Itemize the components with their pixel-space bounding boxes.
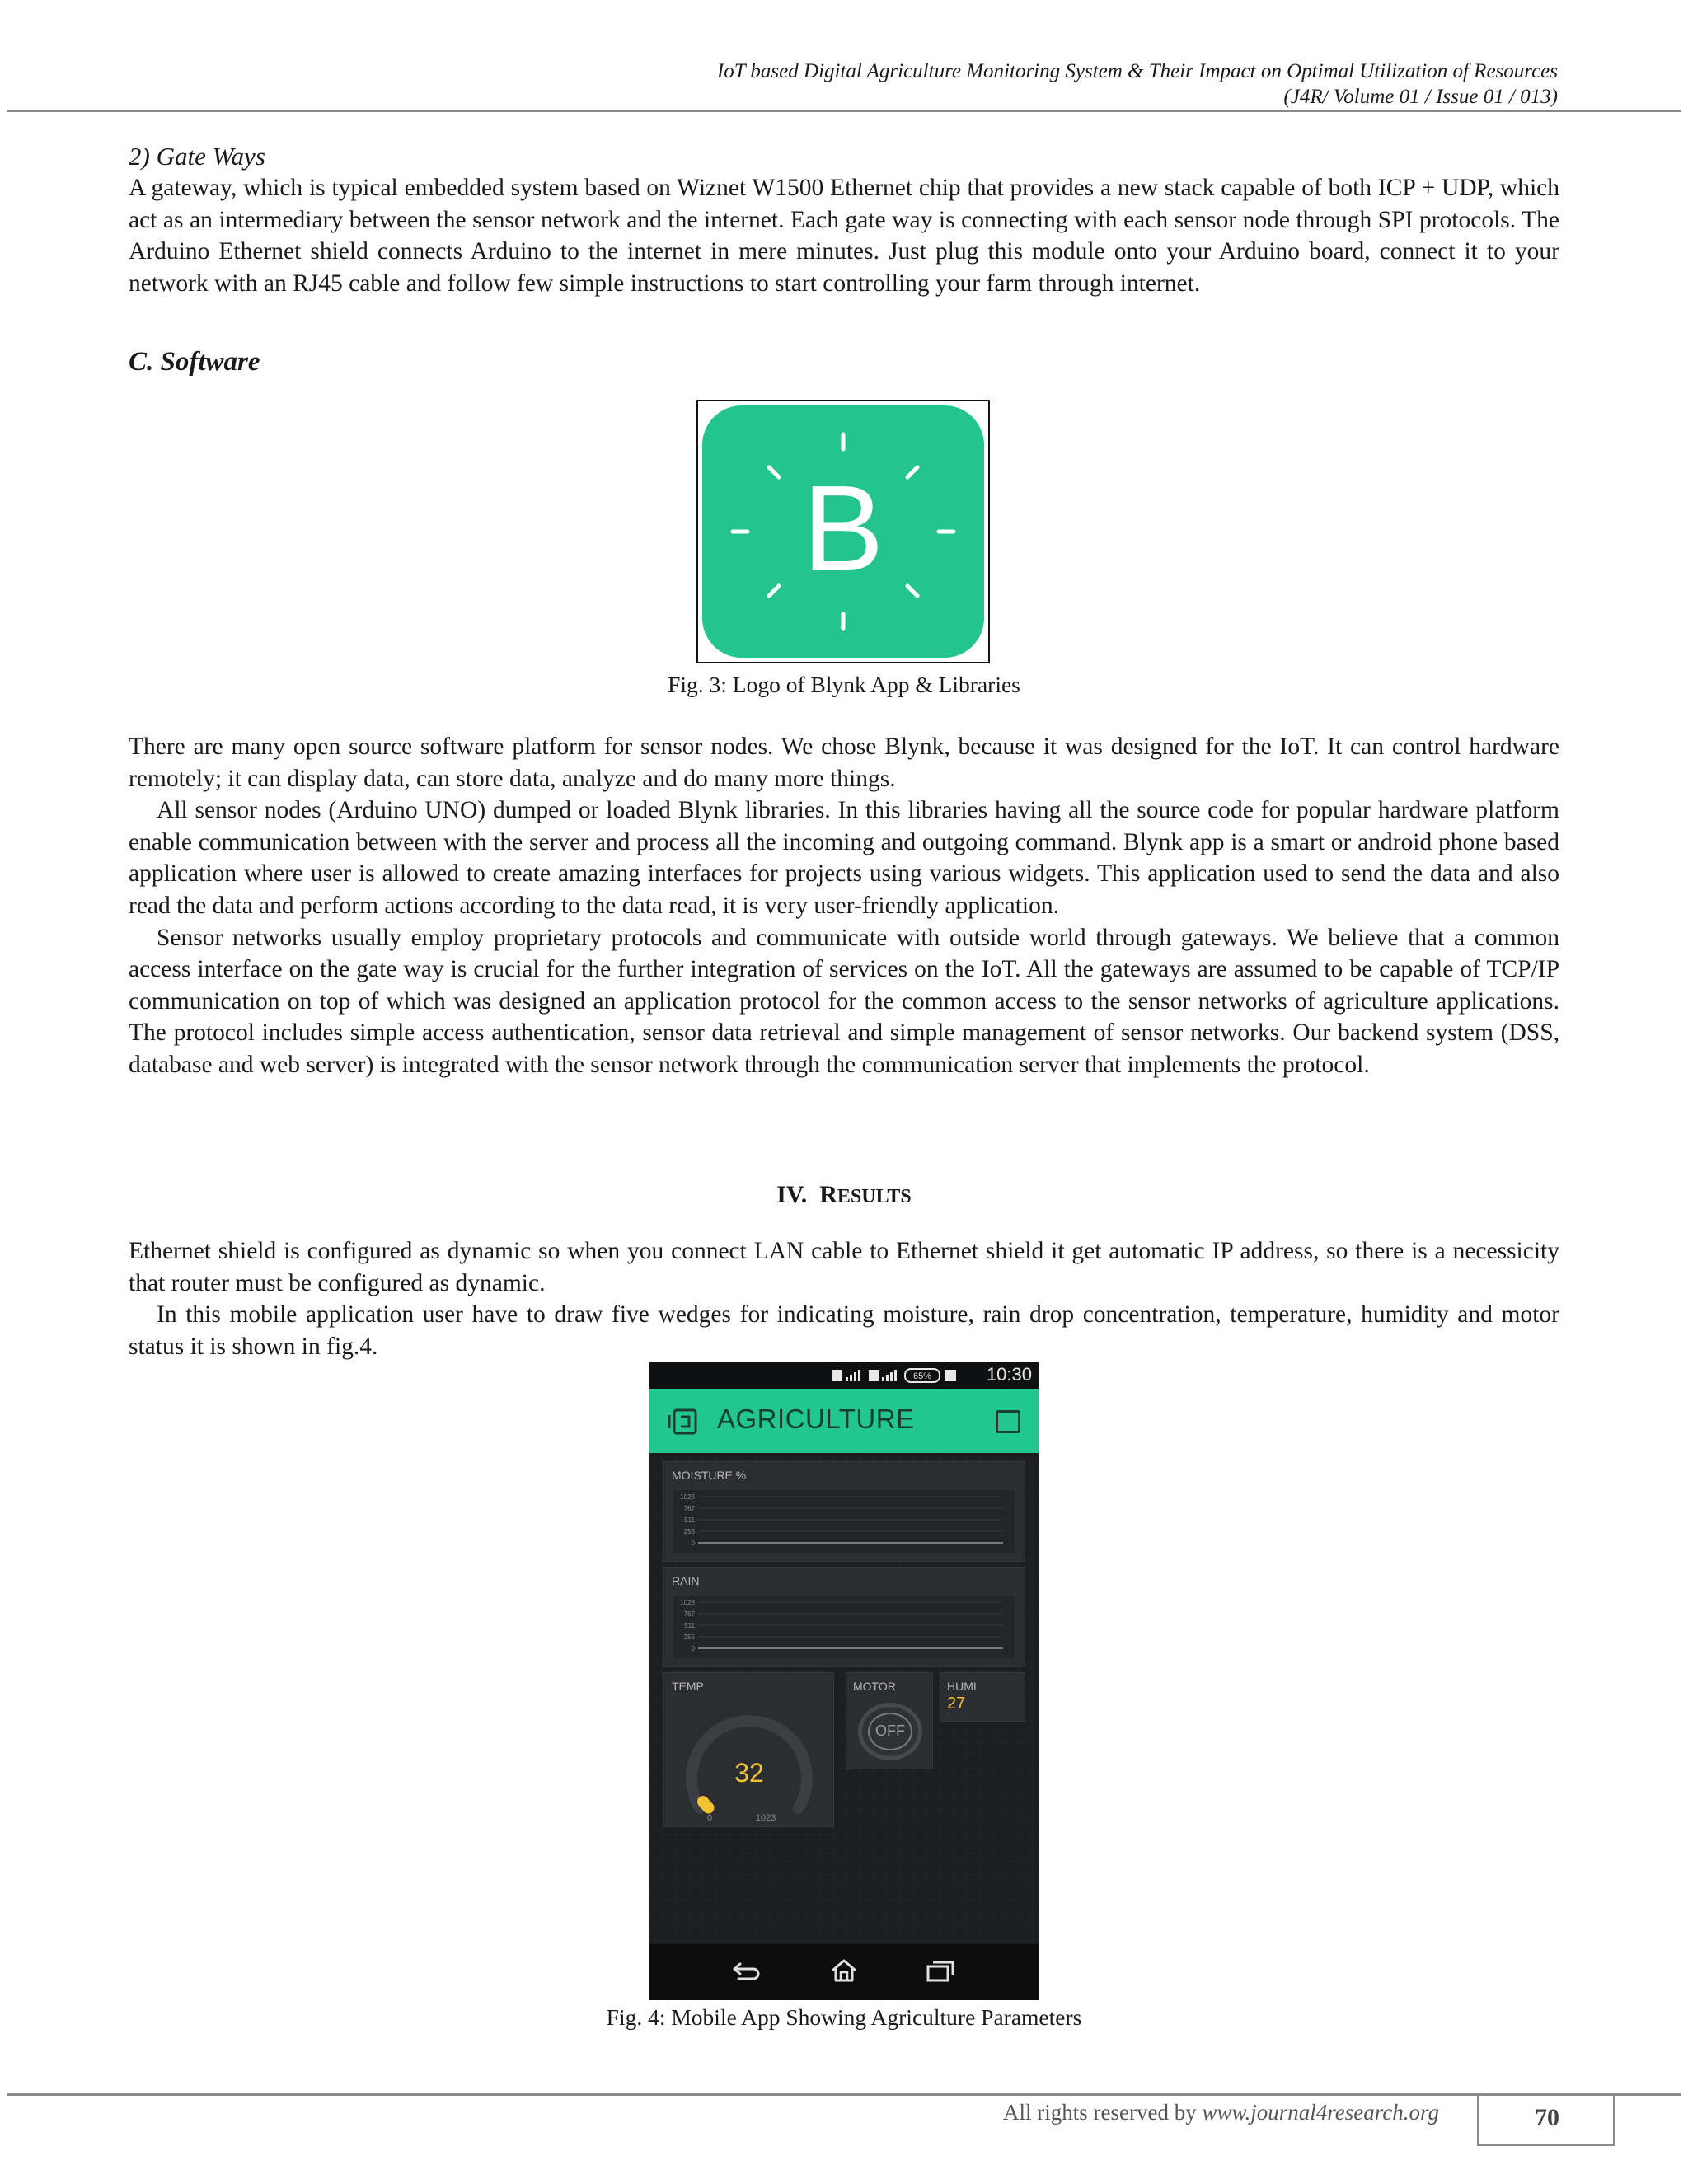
footer-text: All rights reserved by xyxy=(1003,2100,1203,2125)
page-number: 70 xyxy=(1535,2104,1559,2131)
section-heading-results xyxy=(0,1181,1688,1209)
home-icon[interactable] xyxy=(829,1957,859,1984)
humi-label: HUMI xyxy=(947,1680,977,1693)
svg-text:255: 255 xyxy=(683,1633,695,1641)
motor-toggle-button[interactable] xyxy=(858,1703,922,1760)
software-body xyxy=(129,731,1559,1081)
section-heading-software: C. Software xyxy=(129,347,260,377)
gauge-fill xyxy=(703,1802,708,1807)
paragraph-software-3: Sensor networks usually employ proprietary protocols and communicate with outside world through gateways. We believe that a common access interface on the gate way is crucial for the further integration of services on the IoT. All the gateways are assumed to be capable of TCP/IP communication on top of which was designed an application protocol for the common access to the sensor networks of agriculture applications. The protocol includes simple access authentication, sensor data retrieval and simple management of sensor networks. Our backend system (DSS, database and web server) is integrated with the sensor network through the communication server that implements the protocol. xyxy=(129,924,1559,1078)
android-nav-bar xyxy=(649,1944,1039,2000)
motor-button-widget[interactable] xyxy=(846,1672,933,1769)
status-time: 10:30 xyxy=(986,1364,1032,1385)
footer-rule xyxy=(7,2093,1681,2096)
paragraph-software-2: All sensor nodes (Arduino UNO) dumped or loaded Blynk libraries. In this libraries having all the source code for popular hardware platform enable communication between with the server and process all the incoming and outgoing command. Blynk app is a smart or android phone based application where user is allowed to create amazing interfaces for projects using various widgets. This application used to send the data and also read the data and perform actions according to the data read, it is very user-friendly application. xyxy=(129,797,1559,919)
subsection-heading-gateways: 2) Gate Ways xyxy=(129,142,265,171)
temp-gauge xyxy=(675,1701,823,1825)
results-body xyxy=(129,1235,1559,1362)
running-header-issue: (J4R/ Volume 01 / Issue 01 / 013) xyxy=(1283,86,1558,108)
sim-icon xyxy=(832,1370,842,1381)
temp-value: 32 xyxy=(734,1758,764,1788)
status-bar xyxy=(649,1362,1039,1389)
status-icons xyxy=(831,1367,971,1384)
figure-3-blynk-logo xyxy=(696,400,990,663)
results-number: IV. xyxy=(776,1181,808,1208)
results-initial: R xyxy=(819,1181,837,1208)
svg-text:767: 767 xyxy=(683,1610,695,1618)
sim2-icon xyxy=(869,1370,879,1381)
svg-text:1023: 1023 xyxy=(680,1493,695,1501)
app-bar xyxy=(649,1389,1039,1453)
paragraph-text: A gateway, which is typical embedded system based on Wiznet W1500 Ethernet chip that provides a new stack capable of both ICP + UDP, which act as an intermediary between the sensor network and the internet. Each gate way is connecting with each sensor node through SPI protocols. The Arduino Ethernet shield connects Arduino to the internet in mere minutes. Just plug this module onto your Arduino board, connect it to your network with an RJ45 cable and follow few simple instructions to start controlling your farm through internet. xyxy=(129,175,1559,297)
moisture-graph xyxy=(673,1490,1015,1553)
svg-text:255: 255 xyxy=(683,1528,695,1535)
paragraph-results-2: In this mobile application user have to draw five wedges for indicating moisture, rain drop concentration, temperature, humidity and motor status it is shown in fig.4. xyxy=(129,1301,1559,1360)
svg-text:767: 767 xyxy=(683,1505,695,1512)
paragraph-software-1: There are many open source software platform for sensor nodes. We chose Blynk, because it was designed for the IoT. It can control hardware remotely; it can display data, can store data, analyze and do many more things. xyxy=(129,733,1559,792)
rain-widget[interactable] xyxy=(663,1567,1025,1667)
paragraph-gateways xyxy=(129,172,1559,299)
humidity-widget[interactable] xyxy=(940,1672,1025,1722)
rain-graph-grid xyxy=(673,1596,1015,1658)
back-icon[interactable] xyxy=(732,1959,762,1984)
temp-label: TEMP xyxy=(672,1680,704,1693)
moisture-label: MOISTURE % xyxy=(672,1469,747,1482)
svg-text:511: 511 xyxy=(684,1516,695,1524)
svg-text:511: 511 xyxy=(684,1622,695,1629)
temp-gauge-widget[interactable] xyxy=(663,1672,834,1827)
app-title: AGRICULTURE xyxy=(717,1404,915,1434)
motor-state: OFF xyxy=(875,1722,905,1739)
motor-label: MOTOR xyxy=(853,1680,896,1693)
header-rule xyxy=(7,110,1681,112)
paragraph-results-1: Ethernet shield is configured as dynamic so when you connect LAN cable to Ethernet shield it get automatic IP address, so there is a necessicity that router must be configured as dynamic. xyxy=(129,1238,1559,1296)
rain-label: RAIN xyxy=(672,1574,700,1587)
logo-letter: B xyxy=(802,461,884,597)
rain-graph xyxy=(673,1596,1015,1658)
figure-4-caption: Fig. 4: Mobile App Showing Agriculture Parameters xyxy=(606,2004,1082,2030)
footer-site-link[interactable]: www.journal4research.org xyxy=(1202,2100,1439,2125)
footer-copyright xyxy=(1003,2100,1439,2125)
play-mode-icon[interactable] xyxy=(996,1410,1020,1433)
temp-max: 1023 xyxy=(755,1813,776,1823)
figure-4-mobile-app xyxy=(649,1362,1039,2000)
temp-min: 0 xyxy=(706,1813,713,1823)
svg-text:0: 0 xyxy=(691,1540,695,1547)
project-icon[interactable] xyxy=(668,1408,697,1435)
recent-apps-icon[interactable] xyxy=(926,1959,955,1984)
svg-text:0: 0 xyxy=(691,1645,695,1652)
svg-text:65%: 65% xyxy=(912,1371,932,1381)
svg-text:1023: 1023 xyxy=(680,1599,695,1606)
results-rest: ESULTS xyxy=(837,1186,912,1207)
running-header-title: IoT based Digital Agriculture Monitoring System & Their Impact on Optimal Utilization of Resources xyxy=(716,60,1558,82)
figure-3-caption: Fig. 3: Logo of Blynk App & Libraries xyxy=(668,672,1020,697)
blynk-logo-icon xyxy=(698,401,988,662)
humi-value: 27 xyxy=(947,1694,966,1713)
moisture-widget[interactable] xyxy=(663,1461,1025,1562)
moisture-graph-grid xyxy=(673,1490,1015,1553)
